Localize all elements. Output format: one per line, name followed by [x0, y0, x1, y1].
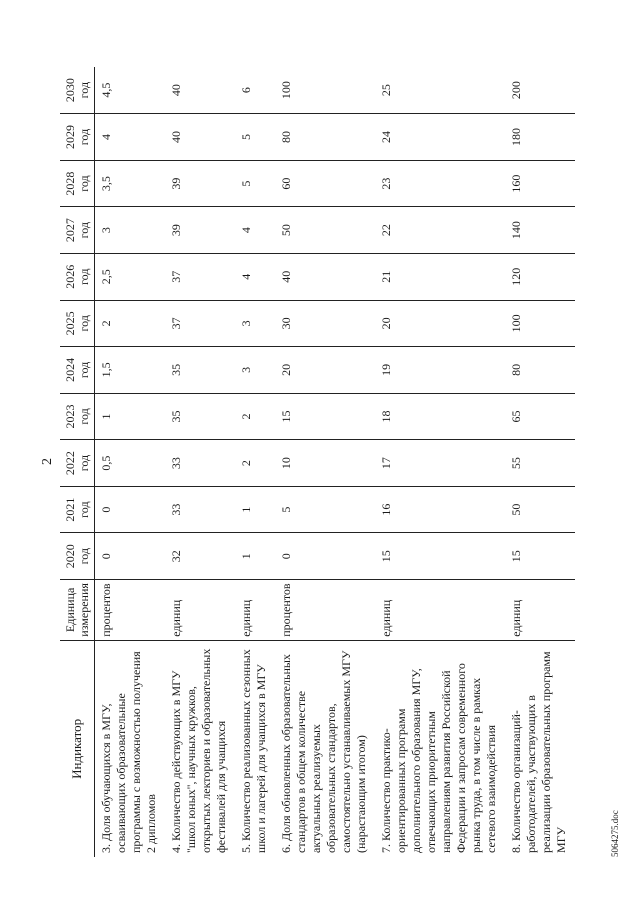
value-cell: 35	[165, 347, 235, 394]
table-header	[60, 67, 95, 857]
value-cell: 5	[275, 486, 375, 533]
value-cell: 100	[505, 300, 575, 347]
value-cell: 20	[375, 300, 505, 347]
value-cell: 60	[275, 160, 375, 207]
value-cell: 50	[275, 207, 375, 254]
header-year: 2021 год	[60, 486, 95, 533]
value-cell: 30	[275, 300, 375, 347]
value-cell: 120	[505, 253, 575, 300]
table-row	[165, 67, 235, 857]
value-cell: 0,5	[95, 440, 166, 487]
value-cell: 140	[505, 207, 575, 254]
value-cell: 18	[375, 393, 505, 440]
value-cell: 40	[165, 67, 235, 114]
value-cell: 37	[165, 300, 235, 347]
value-cell: 4,5	[95, 67, 166, 114]
header-year: 2022 год	[60, 440, 95, 487]
value-cell: 15	[375, 533, 505, 580]
table-row	[275, 67, 375, 857]
header-year: 2020 год	[60, 533, 95, 580]
value-cell: 50	[505, 486, 575, 533]
table-row	[375, 67, 505, 857]
value-cell: 4	[95, 114, 166, 161]
indicator-cell: 6. Доля обновленных образовательных стандартов в общем количестве актуальных реализуемых образовательных стандартов, самостоятельно устанавливаемых МГУ (нарастающим итогом)	[279, 650, 368, 853]
value-cell: 65	[505, 393, 575, 440]
table-row	[95, 67, 166, 857]
value-cell: 80	[275, 114, 375, 161]
value-cell: 1	[235, 486, 275, 533]
header-indicator: Индикатор	[60, 640, 95, 857]
value-cell: 3	[235, 300, 275, 347]
value-cell: 21	[375, 253, 505, 300]
header-year: 2026 год	[60, 253, 95, 300]
header-year: 2025 год	[60, 300, 95, 347]
value-cell: 15	[505, 533, 575, 580]
value-cell: 23	[375, 160, 505, 207]
value-cell: 4	[235, 253, 275, 300]
value-cell: 6	[235, 67, 275, 114]
table-row	[235, 67, 275, 857]
value-cell: 1	[235, 533, 275, 580]
value-cell: 3	[235, 347, 275, 394]
unit-cell: процентов	[95, 580, 166, 641]
value-cell: 32	[165, 533, 235, 580]
indicator-cell: 7. Количество практико-ориентированных программ дополнительного образования МГУ, отвечающих приоритетным направлениям развития Российской Федерации и запросам современного рынка труда, в том числе в рамках сетевого взаимодействия	[379, 663, 498, 853]
value-cell: 20	[275, 347, 375, 394]
value-cell: 40	[165, 114, 235, 161]
table-row	[505, 67, 575, 857]
value-cell: 100	[275, 67, 375, 114]
header-year: 2028 год	[60, 160, 95, 207]
value-cell: 1	[95, 393, 166, 440]
value-cell: 4	[235, 207, 275, 254]
value-cell: 17	[375, 440, 505, 487]
header-year: 2030 год	[60, 67, 95, 114]
value-cell: 3,5	[95, 160, 166, 207]
value-cell: 24	[375, 114, 505, 161]
unit-cell: единиц	[505, 580, 575, 641]
unit-cell: процентов	[275, 580, 375, 641]
value-cell: 2,5	[95, 253, 166, 300]
header-row	[60, 67, 95, 857]
value-cell: 37	[165, 253, 235, 300]
value-cell: 40	[275, 253, 375, 300]
table-body	[95, 67, 576, 857]
value-cell: 22	[375, 207, 505, 254]
indicator-table	[60, 67, 575, 857]
header-year: 2029 год	[60, 114, 95, 161]
value-cell: 19	[375, 347, 505, 394]
unit-cell: единиц	[165, 580, 235, 641]
indicator-cell: 8. Количество организаций-работодателей, участвующих в реализации образовательных программ МГУ	[509, 651, 568, 853]
value-cell: 16	[375, 486, 505, 533]
indicator-cell: 3. Доля обучающихся в МГУ, осваивающих образовательные программы с возможностью получения 2 дипломов	[99, 651, 158, 853]
value-cell: 200	[505, 67, 575, 114]
unit-cell: единиц	[375, 580, 505, 641]
value-cell: 25	[375, 67, 505, 114]
value-cell: 80	[505, 347, 575, 394]
value-cell: 33	[165, 440, 235, 487]
header-year: 2027 год	[60, 207, 95, 254]
value-cell: 160	[505, 160, 575, 207]
value-cell: 180	[505, 114, 575, 161]
value-cell: 2	[235, 440, 275, 487]
header-year: 2023 год	[60, 393, 95, 440]
value-cell: 2	[235, 393, 275, 440]
value-cell: 10	[275, 440, 375, 487]
header-unit: Единица измерения	[60, 580, 95, 641]
value-cell: 55	[505, 440, 575, 487]
unit-cell: единиц	[235, 580, 275, 641]
value-cell: 39	[165, 160, 235, 207]
document-filename: 5064275.doc	[610, 810, 620, 857]
indicator-cell: 5. Количество реализованных сезонных школ и лагерей для учащихся в МГУ	[239, 649, 268, 853]
value-cell: 5	[235, 114, 275, 161]
value-cell: 5	[235, 160, 275, 207]
header-year: 2024 год	[60, 347, 95, 394]
value-cell: 33	[165, 486, 235, 533]
value-cell: 1,5	[95, 347, 166, 394]
value-cell: 0	[95, 533, 166, 580]
page-number: 2	[40, 458, 55, 465]
value-cell: 2	[95, 300, 166, 347]
value-cell: 15	[275, 393, 375, 440]
value-cell: 3	[95, 207, 166, 254]
value-cell: 0	[95, 486, 166, 533]
value-cell: 39	[165, 207, 235, 254]
value-cell: 35	[165, 393, 235, 440]
value-cell: 0	[275, 533, 375, 580]
indicator-cell: 4. Количество действующих в МГУ "школ юных", научных кружков, открытых лекториев и образовательных фестивалей для учащихся	[169, 648, 228, 853]
